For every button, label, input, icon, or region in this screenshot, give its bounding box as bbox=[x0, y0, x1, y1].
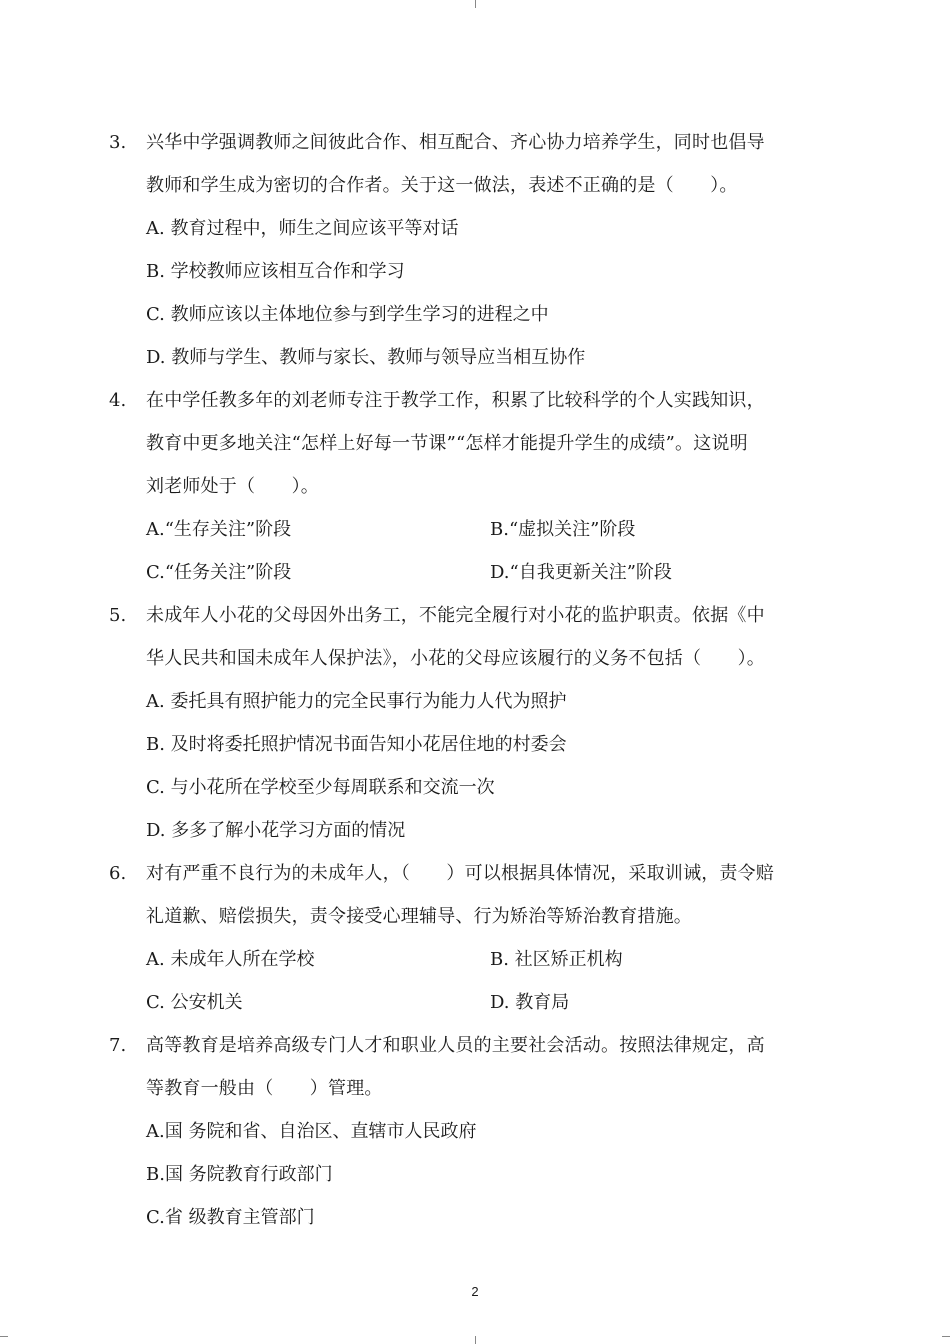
question-number: 4. bbox=[109, 390, 127, 411]
option-a: A.国 务院和省、自治区、直辖市人民政府 bbox=[146, 1121, 477, 1142]
question-number: 6. bbox=[109, 863, 127, 884]
question-number: 7. bbox=[109, 1035, 127, 1056]
option-d: D. 多多了解小花学习方面的情况 bbox=[146, 820, 406, 841]
crop-mark-bottom-left bbox=[0, 1336, 8, 1337]
question-stem-line: 华人民共和国未成年人保护法》，小花的父母应该履行的义务不包括（ ）。 bbox=[146, 648, 765, 669]
option-c: C.“任务关注”阶段 bbox=[146, 562, 292, 583]
option-c: C. 教师应该以主体地位参与到学生学习的进程之中 bbox=[146, 304, 549, 325]
question-stem-line: 教育中更多地关注“怎样上好每一节课”“怎样才能提升学生的成绩”。这说明 bbox=[146, 433, 748, 454]
question-number: 3. bbox=[109, 132, 127, 153]
question-stem-line: 礼道歉、赔偿损失，责令接受心理辅导、行为矫治等矫治教育措施。 bbox=[146, 906, 692, 927]
option-b: B. 学校教师应该相互合作和学习 bbox=[146, 261, 405, 282]
question-stem-line: 教师和学生成为密切的合作者。关于这一做法，表述不正确的是（ ）。 bbox=[146, 175, 738, 196]
question-stem-line: 高等教育是培养高级专门人才和职业人员的主要社会活动。按照法律规定，高 bbox=[146, 1035, 765, 1056]
crop-mark-top bbox=[475, 0, 476, 8]
option-b: B.国 务院教育行政部门 bbox=[146, 1164, 333, 1185]
option-a: A. 委托具有照护能力的完全民事行为能力人代为照护 bbox=[146, 691, 567, 712]
question-stem-line: 未成年人小花的父母因外出务工，不能完全履行对小花的监护职责。依据《中 bbox=[146, 605, 765, 626]
question-stem-line: 对有严重不良行为的未成年人，（ ）可以根据具体情况，采取训诫，责令赔 bbox=[146, 863, 774, 884]
question-number: 5. bbox=[109, 605, 127, 626]
option-a: A. 未成年人所在学校 bbox=[146, 949, 315, 970]
option-a: A.“生存关注”阶段 bbox=[146, 519, 292, 540]
option-d: D.“自我更新关注”阶段 bbox=[490, 562, 672, 583]
option-d: D. 教育局 bbox=[490, 992, 570, 1013]
option-c: C.省 级教育主管部门 bbox=[146, 1207, 315, 1228]
option-c: C. 公安机关 bbox=[146, 992, 243, 1013]
crop-mark-bottom-right bbox=[942, 1336, 950, 1337]
option-a: A. 教育过程中，师生之间应该平等对话 bbox=[146, 218, 459, 239]
option-d: D. 教师与学生、教师与家长、教师与领导应当相互协作 bbox=[146, 347, 586, 368]
option-b: B.“虚拟关注”阶段 bbox=[490, 519, 636, 540]
crop-mark-bottom bbox=[475, 1336, 476, 1344]
option-b: B. 社区矫正机构 bbox=[490, 949, 623, 970]
question-stem-line: 刘老师处于（ ）。 bbox=[146, 476, 319, 497]
question-stem-line: 等教育一般由（ ）管理。 bbox=[146, 1078, 383, 1099]
question-stem-line: 兴华中学强调教师之间彼此合作、相互配合、齐心协力培养学生，同时也倡导 bbox=[146, 132, 765, 153]
option-b: B. 及时将委托照护情况书面告知小花居住地的村委会 bbox=[146, 734, 567, 755]
question-stem-line: 在中学任教多年的刘老师专注于教学工作，积累了比较科学的个人实践知识， bbox=[146, 390, 765, 411]
option-c: C. 与小花所在学校至少每周联系和交流一次 bbox=[146, 777, 495, 798]
page-number: 2 bbox=[471, 1284, 479, 1299]
